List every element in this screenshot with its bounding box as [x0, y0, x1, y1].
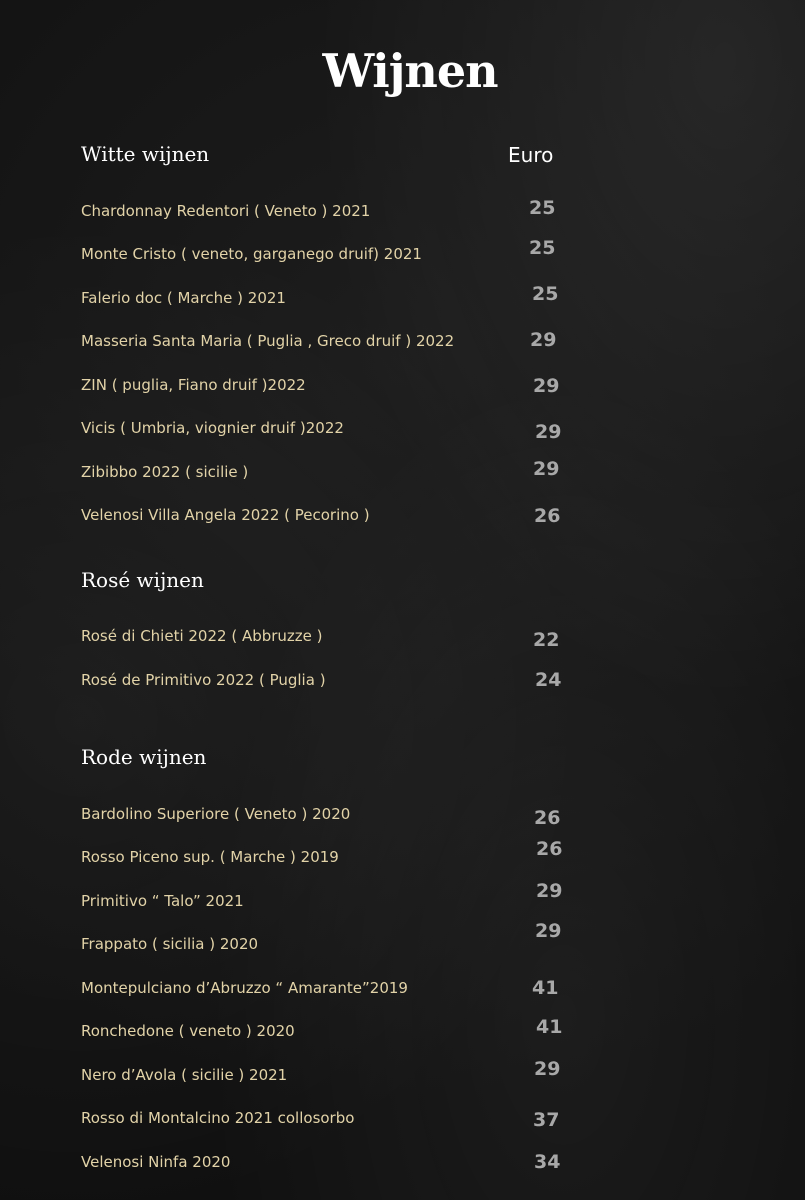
- wine-name: Rosé di Chieti 2022 ( Abbruzze ): [81, 627, 323, 645]
- wine-name: Velenosi Villa Angela 2022 ( Pecorino ): [81, 506, 370, 524]
- wine-name: Rosso di Montalcino 2021 collosorbo: [81, 1109, 355, 1127]
- wine-price: 25: [529, 237, 556, 259]
- wine-price: 29: [534, 1058, 561, 1080]
- wine-price: 29: [535, 920, 562, 942]
- wine-name: Nero d’Avola ( sicilie ) 2021: [81, 1066, 288, 1084]
- wine-price: 29: [536, 880, 563, 902]
- wine-name: Velenosi Ninfa 2020: [81, 1153, 231, 1171]
- wine-price: 26: [534, 505, 561, 527]
- wine-price: 25: [529, 197, 556, 219]
- section-heading-red: Rode wijnen: [81, 745, 207, 769]
- wine-price: 37: [533, 1109, 560, 1131]
- wine-price: 34: [534, 1151, 561, 1173]
- wine-price: 29: [533, 375, 560, 397]
- wine-name: Rosso Piceno sup. ( Marche ) 2019: [81, 848, 339, 866]
- page-title: Wijnen: [322, 44, 498, 98]
- wine-name: ZIN ( puglia, Fiano druif )2022: [81, 376, 306, 394]
- wine-name: Chardonnay Redentori ( Veneto ) 2021: [81, 202, 371, 220]
- currency-label: Euro: [508, 143, 554, 167]
- wine-name: Masseria Santa Maria ( Puglia , Greco druif ) 2022: [81, 332, 455, 350]
- wine-price: 29: [535, 421, 562, 443]
- wine-price: 22: [533, 629, 560, 651]
- wine-price: 41: [536, 1016, 563, 1038]
- wine-name: Monte Cristo ( veneto, garganego druif) 2021: [81, 245, 422, 263]
- wine-name: Zibibbo 2022 ( sicilie ): [81, 463, 249, 481]
- wine-price: 25: [532, 283, 559, 305]
- wine-name: Falerio doc ( Marche ) 2021: [81, 289, 286, 307]
- wine-name: Primitivo “ Talo” 2021: [81, 892, 244, 910]
- wine-price: 24: [535, 669, 562, 691]
- wine-name: Ronchedone ( veneto ) 2020: [81, 1022, 295, 1040]
- wine-price: 29: [530, 329, 557, 351]
- wine-price: 26: [534, 807, 561, 829]
- section-heading-white: Witte wijnen: [81, 142, 210, 166]
- wine-name: Rosé de Primitivo 2022 ( Puglia ): [81, 671, 326, 689]
- wine-price: 26: [536, 838, 563, 860]
- wine-name: Montepulciano d’Abruzzo “ Amarante”2019: [81, 979, 408, 997]
- wine-price: 41: [532, 977, 559, 999]
- wine-name: Bardolino Superiore ( Veneto ) 2020: [81, 805, 351, 823]
- section-heading-rose: Rosé wijnen: [81, 568, 204, 592]
- wine-name: Frappato ( sicilia ) 2020: [81, 935, 259, 953]
- wine-price: 29: [533, 458, 560, 480]
- wine-name: Vicis ( Umbria, viognier druif )2022: [81, 419, 344, 437]
